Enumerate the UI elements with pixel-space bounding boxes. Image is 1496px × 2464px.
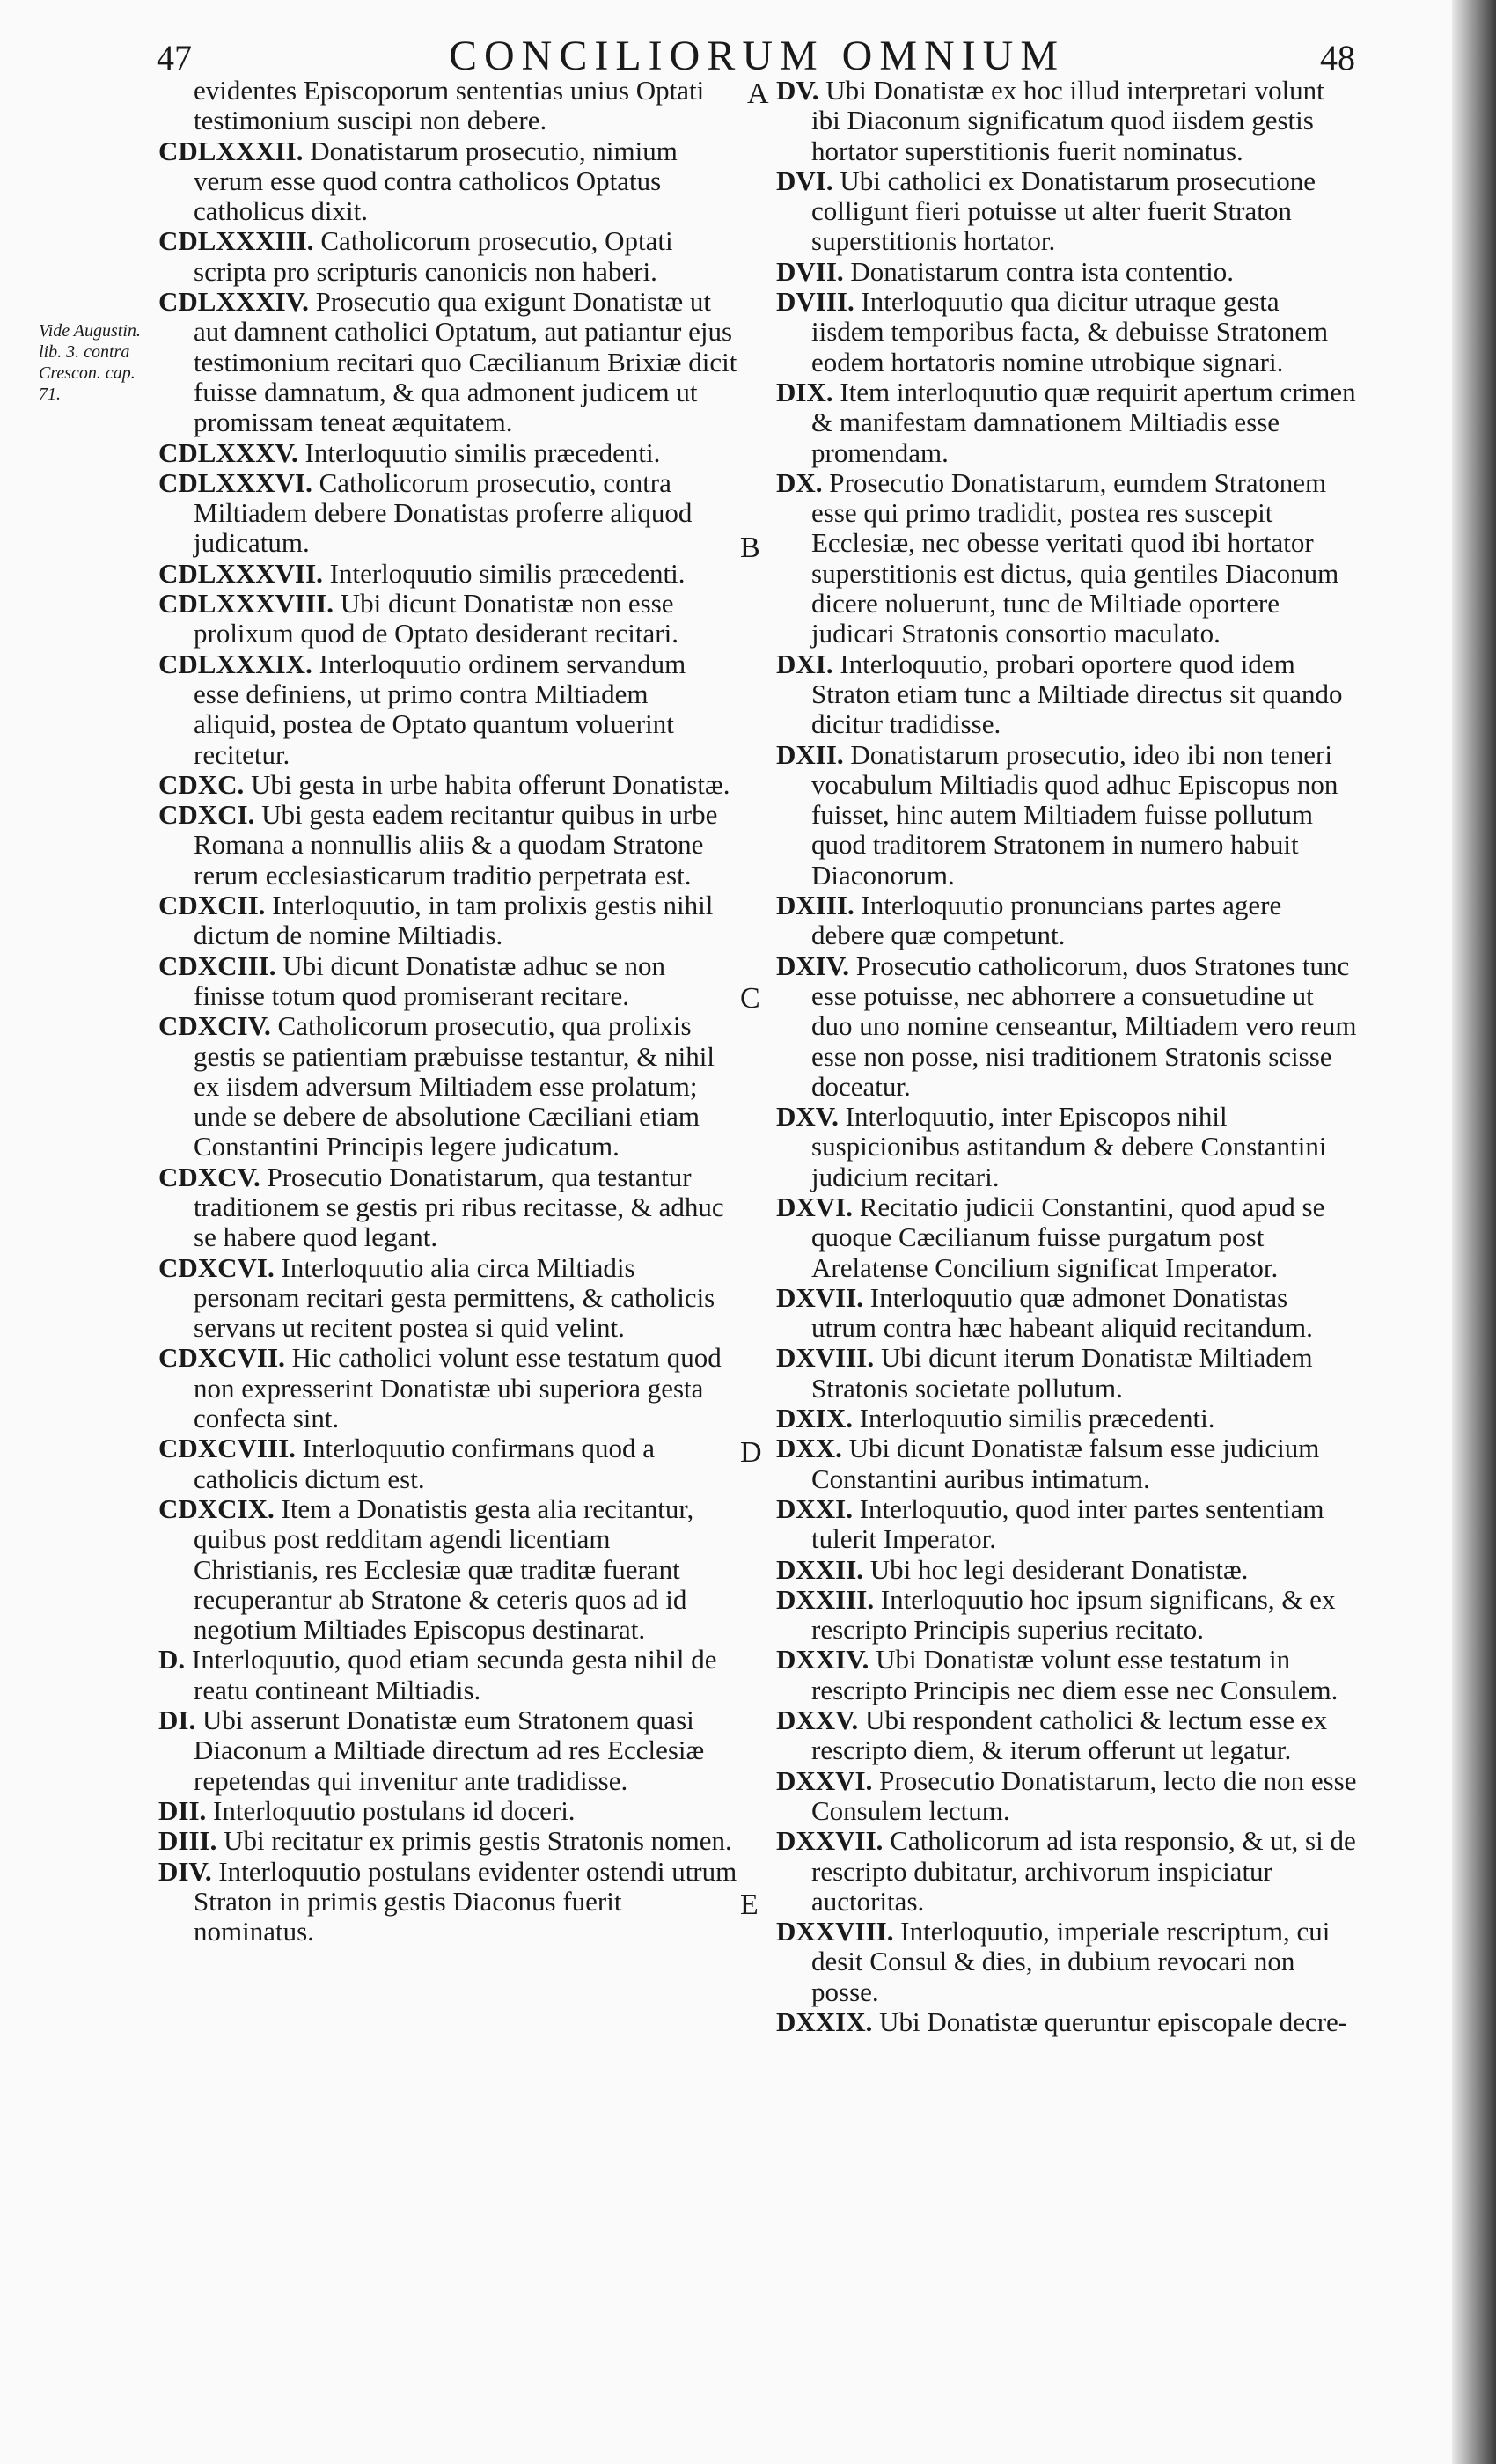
- entry-text: Interloquutio, quod inter partes sententiam tulerit Imperator.: [811, 1492, 1324, 1555]
- index-entry: [158, 468, 737, 559]
- entry-number: CDLXXXIX.: [158, 648, 312, 679]
- section-letter-a: A: [747, 77, 769, 110]
- entry-number: DXV.: [776, 1101, 839, 1133]
- entry-text: Interloquutio, in tam prolixis gestis nihil dictum de nomine Miltiadis.: [194, 890, 714, 951]
- entry-text: Interloquutio similis præcedenti.: [859, 1403, 1215, 1434]
- entry-number: CDLXXXII.: [158, 135, 304, 166]
- index-entry: [776, 76, 1357, 166]
- index-entry: [776, 649, 1357, 740]
- index-entry: [158, 951, 737, 1012]
- index-entry: [776, 1585, 1357, 1646]
- index-entry: [158, 770, 737, 800]
- index-entry: [776, 1192, 1357, 1283]
- index-entry: [158, 1705, 737, 1796]
- index-entry: [158, 1162, 737, 1253]
- entry-text: Ubi Donatistæ volunt esse testatum in rescripto Principis nec diem esse nec Consulem.: [811, 1644, 1338, 1705]
- index-entry: [158, 136, 737, 227]
- index-entry: [776, 1283, 1357, 1344]
- entry-text: Ubi respondent catholici & lectum esse ex rescripto diem, & iterum offerunt ut legatur.: [811, 1705, 1328, 1766]
- entry-number: DXXIII.: [776, 1583, 875, 1615]
- entry-text: Prosecutio Donatistarum, qua testantur traditionem se gestis pri ribus recitasse, & adhuc se habere quod legant.: [194, 1161, 724, 1253]
- index-entry: [158, 438, 737, 468]
- entry-text: evidentes Episcoporum sententias unius Optati testimonium suscipi non debere.: [194, 75, 705, 136]
- entry-text: Donatistarum prosecutio, ideo ibi non teneri vocabulum Miltiadis quod adhuc Episcopus non fuisset, hinc autem Miltiadem fuisse pollutum quod traditorem Stratonem in numero habuit Diaconorum.: [811, 738, 1338, 891]
- index-entry: [158, 1253, 737, 1344]
- entry-number: DXVI.: [776, 1191, 853, 1222]
- entry-text: Donatistarum prosecutio, nimium verum esse quod contra catholicos Optatus catholicus dixit.: [194, 135, 678, 227]
- entry-text: Ubi Donatistæ ex hoc illud interpretari volunt ibi Diaconum significatum quod iisdem gestis hortator superstitionis fuerit nominatus.: [811, 75, 1324, 166]
- entry-number: DXXII.: [776, 1553, 864, 1585]
- entry-text: Interloquutio postulans evidenter ostendi utrum Straton in primis gestis Diaconus fuerit nominatus.: [194, 1855, 737, 1947]
- entry-text: Ubi dicunt Donatistæ falsum esse judicium Constantini auribus intimatum.: [811, 1433, 1320, 1494]
- entry-text: Interloquutio, probari oportere quod idem Straton etiam tunc a Miltiade directus sit quando dicitur tradidisse.: [811, 648, 1343, 740]
- entry-number: CDXCV.: [158, 1161, 260, 1192]
- entry-number: DXI.: [776, 648, 833, 679]
- section-letter-b: B: [740, 532, 760, 564]
- index-entry: [776, 1555, 1357, 1585]
- index-entry: [158, 1796, 737, 1826]
- entry-text: Interloquutio quæ admonet Donatistas utrum contra hæc habeant aliquid recitandum.: [811, 1281, 1313, 1344]
- index-entry: [776, 468, 1357, 649]
- entry-number: DXIII.: [776, 890, 854, 921]
- entry-text: Ubi asserunt Donatistæ eum Stratonem quasi Diaconum a Miltiade directum ad res Ecclesiæ repetendas qui invenitur ante tradidisse.: [194, 1705, 705, 1796]
- entry-number: CDLXXXV.: [158, 436, 298, 468]
- section-letter-c: C: [740, 982, 760, 1015]
- entry-text: Ubi gesta in urbe habita offerunt Donatistæ.: [251, 768, 730, 800]
- entry-number: DVII.: [776, 255, 844, 287]
- entry-text: Item a Donatistis gesta alia recitantur, quibus post redditam agendi licentiam Christianis, res Ecclesiæ quæ traditæ fuerant recuperantur ab Stratone & ceteris quos ad id negotium Miltiades Episcopus destinarat.: [194, 1492, 694, 1646]
- entry-number: DV.: [776, 75, 819, 106]
- entry-number: DII.: [158, 1794, 207, 1826]
- index-entry: [158, 1434, 737, 1494]
- entry-text: Ubi gesta eadem recitantur quibus in urbe Romana a nonnullis aliis & a quodam Stratone rerum ecclesiasticarum traditio perpetrata est.: [194, 799, 718, 891]
- index-entry: [776, 1826, 1357, 1917]
- entry-number: DVI.: [776, 165, 833, 196]
- entry-number: DIII.: [158, 1825, 217, 1857]
- entry-number: DXXI.: [776, 1492, 853, 1524]
- entry-number: DXXVII.: [776, 1825, 884, 1857]
- entry-text: Catholicorum prosecutio, qua prolixis gestis se patientiam præbuisse testantur, & nihil ex iisdem adversum Miltiadem esse prolatum; unde se debere de absolutione Cæciliani etiam Constantini Principis legere judicatum.: [194, 1010, 715, 1162]
- index-entry: [776, 1434, 1357, 1494]
- entry-number: DXVIII.: [776, 1342, 875, 1374]
- entry-text: Ubi dicunt Donatistæ non esse prolixum quod de Optato desiderant recitari.: [194, 588, 678, 649]
- index-entry: [776, 1494, 1357, 1555]
- entry-number: CDXCI.: [158, 799, 255, 831]
- index-entry: [158, 1343, 737, 1434]
- entry-text: Interloquutio, imperiale rescriptum, cui desit Consul & dies, in dubium revocari non posse.: [811, 1916, 1331, 2007]
- entry-text: Prosecutio Donatistarum, eumdem Stratonem esse qui primo tradidit, postea res suscepit Ecclesiæ, nec obesse veritati quod ibi hortator superstitionis est dictus, quia gentiles Diaconum dicere noluerunt, tunc de Miltiade oportere judicari Stratonis consortio maculato.: [811, 466, 1339, 649]
- entry-number: DXII.: [776, 738, 844, 770]
- index-entry: [158, 1494, 737, 1645]
- index-entry: [158, 226, 737, 287]
- entry-number: DI.: [158, 1705, 196, 1736]
- entry-text: Item interloquutio quæ requirit apertum crimen & manifestam damnationem Miltiadis esse promendam.: [811, 376, 1356, 468]
- entry-number: CDLXXXVI.: [158, 466, 312, 498]
- entry-text: Interloquutio alia circa Miltiadis personam recitari gesta permittens, & catholicis servans ut recitent postea si quid velint.: [194, 1251, 715, 1344]
- entry-text: Ubi dicunt iterum Donatistæ Miltiadem Stratonis societate pollutum.: [811, 1342, 1313, 1404]
- index-entry: [776, 287, 1357, 378]
- entry-text: Catholicorum prosecutio, Optati scripta pro scripturis canonicis non haberi.: [194, 225, 673, 287]
- entry-text: Interloquutio pronuncians partes agere debere quæ competunt.: [811, 890, 1282, 951]
- entry-number: DXXVI.: [776, 1764, 873, 1796]
- index-entry: [776, 378, 1357, 468]
- entry-text: Prosecutio catholicorum, duos Stratones tunc esse potuisse, nec abhorrere a consuetudine ut duo uno nomine censeantur, Miltiadem vero reum esse non posse, nisi traditionem Stratonis scisse doceatur.: [811, 950, 1357, 1102]
- entry-number: CDXCVIII.: [158, 1433, 296, 1464]
- entry-text: Catholicorum prosecutio, contra Miltiadem debere Donatistas proferre aliquod judicatum.: [194, 466, 693, 559]
- entry-text: Interloquutio qua dicitur utraque gesta iisdem temporibus facta, & debuisse Stratonem eodem hortatoris nomine utrobique signari.: [811, 286, 1329, 378]
- index-entry: [158, 559, 737, 589]
- entry-number: CDXC.: [158, 768, 245, 800]
- entry-text: Interloquutio hoc ipsum significans, & ex rescripto Principis superius recitato.: [811, 1583, 1336, 1646]
- entry-number: DVIII.: [776, 286, 854, 318]
- entry-number: CDLXXXIII.: [158, 225, 314, 257]
- entry-number: CDLXXXIV.: [158, 286, 309, 318]
- entry-text: Ubi Donatistæ queruntur episcopale decre-: [879, 2006, 1348, 2037]
- entry-number: DXVII.: [776, 1281, 864, 1313]
- entry-text: Ubi dicunt Donatistæ adhuc se non finisse totum quod promiserant recitare.: [194, 950, 666, 1011]
- entry-text: Interloquutio similis præcedenti.: [304, 436, 661, 468]
- entry-text: Interloquutio ordinem servandum esse definiens, ut primo contra Miltiadem aliquid, postea de Optato quantum voluerint recitetur.: [194, 648, 686, 770]
- index-entry: [158, 800, 737, 891]
- entry-text: Hic catholici volunt esse testatum quod non expresserint Donatistæ ubi superiora gesta confecta sint.: [194, 1342, 722, 1434]
- index-entry: [776, 740, 1357, 891]
- entry-number: DXX.: [776, 1433, 842, 1464]
- entry-number: CDXCVI.: [158, 1251, 275, 1283]
- entry-number: CDLXXXVIII.: [158, 588, 334, 620]
- entry-text: Interloquutio, inter Episcopos nihil suspicionibus astitandum & debere Constantini judicium recitari.: [811, 1101, 1327, 1192]
- entry-number: D.: [158, 1644, 186, 1676]
- index-entry: [776, 1705, 1357, 1766]
- entry-text: Interloquutio, quod etiam secunda gesta nihil de reatu contineant Miltiadis.: [191, 1644, 717, 1705]
- index-entry: [158, 76, 737, 136]
- entry-text: Interloquutio postulans id doceri.: [213, 1794, 576, 1826]
- index-entry: [158, 1645, 737, 1705]
- entry-number: DXIX.: [776, 1403, 853, 1434]
- entry-number: DXXVIII.: [776, 1916, 894, 1947]
- page-number-right: 48: [1320, 38, 1355, 77]
- entry-number: DIV.: [158, 1855, 212, 1887]
- margin-note: Vide Augustin. lib. 3. contra Crescon. cap. 71.: [39, 321, 141, 404]
- entry-text: Ubi recitatur ex primis gestis Stratonis nomen.: [224, 1825, 732, 1857]
- entry-number: CDXCIII.: [158, 950, 276, 981]
- running-title: CONCILIORUM OMNIUM: [448, 33, 1065, 79]
- entry-number: CDXCIX.: [158, 1492, 275, 1524]
- index-entry: [158, 1011, 737, 1162]
- entry-text: Ubi hoc legi desiderant Donatistæ.: [869, 1553, 1249, 1585]
- entry-text: Prosecutio Donatistarum, lecto die non esse Consulem lectum.: [811, 1764, 1357, 1826]
- entry-text: Prosecutio qua exigunt Donatistæ ut aut damnent catholici Optatum, aut patiantur ejus testimonium recitari quo Cæcilianum Brixiæ dicit fuisse damnatum, & qua admonent judicem ut promissam teneat æquitatem.: [194, 286, 737, 438]
- entry-number: DXXV.: [776, 1705, 859, 1736]
- entry-text: Interloquutio similis præcedenti.: [329, 557, 686, 589]
- index-entry: [776, 1343, 1357, 1404]
- entry-number: DIX.: [776, 376, 833, 407]
- entry-number: DXXIX.: [776, 2006, 873, 2037]
- page-number-left: 47: [157, 38, 192, 77]
- entry-text: Donatistarum contra ista contentio.: [850, 255, 1235, 287]
- right-column: [776, 76, 1357, 2037]
- index-entry: [776, 2007, 1357, 2037]
- entry-number: CDXCVII.: [158, 1342, 285, 1374]
- entry-text: Interloquutio confirmans quod a catholicis dictum est.: [194, 1433, 655, 1494]
- index-entry: [776, 1404, 1357, 1434]
- entry-number: CDXCII.: [158, 890, 266, 921]
- index-entry: [776, 891, 1357, 951]
- entry-number: DXIV.: [776, 950, 849, 981]
- index-entry: [158, 891, 737, 951]
- index-entry: [776, 1917, 1357, 2007]
- entry-text: Catholicorum ad ista responsio, & ut, si de rescripto dubitatur, archivorum inspiciatur auctoritas.: [811, 1825, 1356, 1917]
- section-letter-d: D: [740, 1436, 762, 1469]
- section-letter-e: E: [740, 1888, 759, 1921]
- index-entry: [776, 1645, 1357, 1705]
- entry-number: DX.: [776, 466, 823, 498]
- left-column: [158, 76, 737, 1947]
- index-entry: [776, 166, 1357, 257]
- index-entry: [158, 649, 737, 770]
- index-entry: [776, 257, 1357, 287]
- entry-text: Ubi catholici ex Donatistarum prosecutione colligunt fieri potuisse ut alter fuerit Straton superstitionis hortator.: [811, 165, 1316, 257]
- index-entry: [158, 589, 737, 649]
- entry-number: CDXCIV.: [158, 1010, 271, 1042]
- index-entry: [776, 1766, 1357, 1827]
- index-entry: [158, 1857, 737, 1947]
- entry-number: DXXIV.: [776, 1644, 869, 1676]
- index-entry: [776, 951, 1357, 1102]
- index-entry: [158, 1826, 737, 1856]
- index-entry: [776, 1102, 1357, 1192]
- entry-number: CDLXXXVII.: [158, 557, 323, 589]
- index-entry: [158, 287, 737, 437]
- page-edge-shadow: [1452, 0, 1496, 2464]
- entry-text: Recitatio judicii Constantini, quod apud se quoque Cæcilianum fuisse purgatum post Arelatense Concilium significat Imperator.: [811, 1191, 1325, 1283]
